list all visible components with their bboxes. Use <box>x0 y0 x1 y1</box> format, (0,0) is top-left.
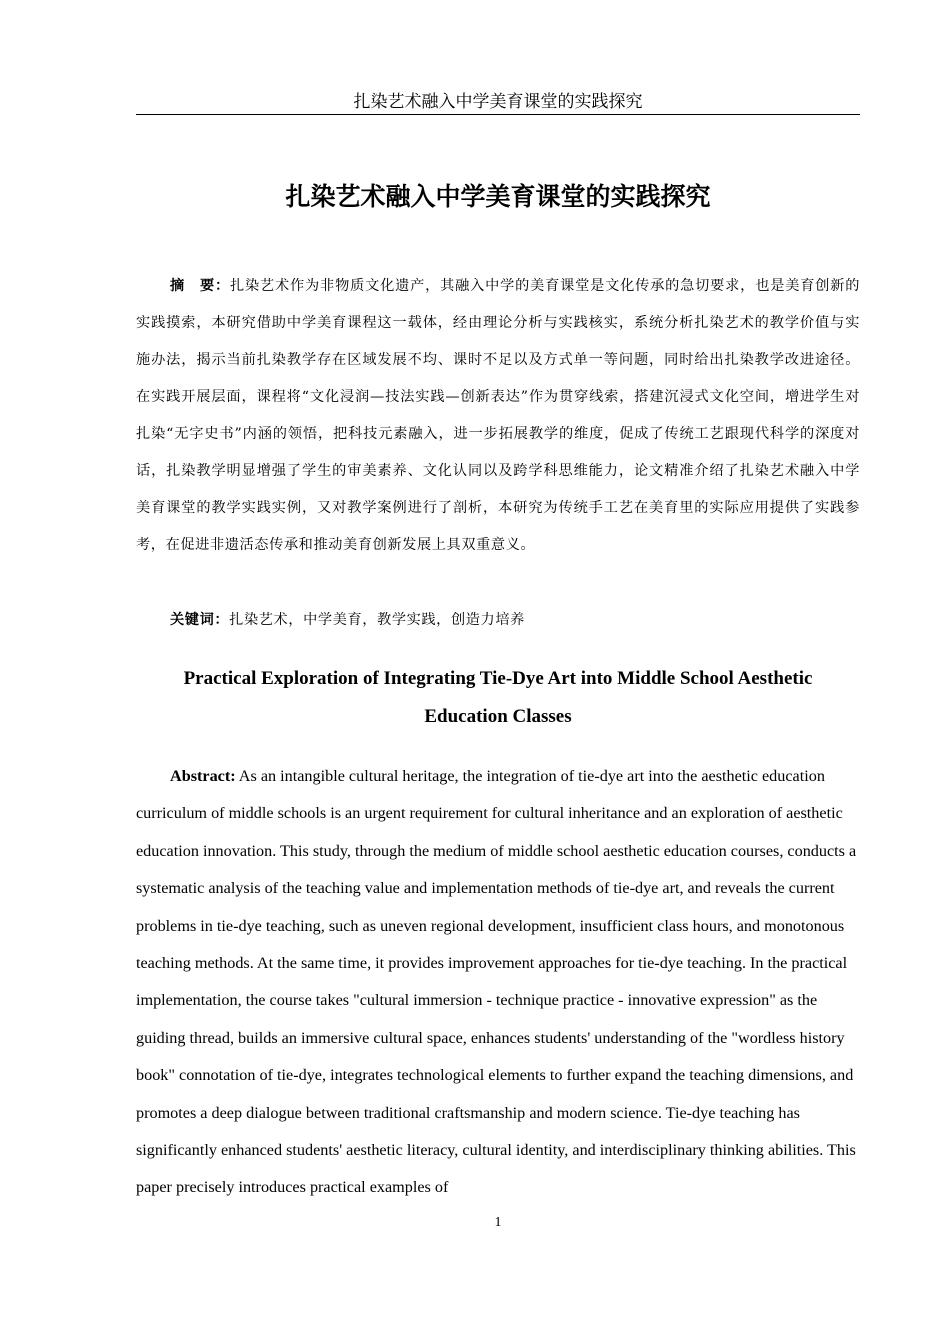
paper-title-english-line2: Education Classes <box>424 706 572 727</box>
abstract-text-chinese: 扎染艺术作为非物质文化遗产，其融入中学的美育课堂是文化传承的急切要求，也是美育创新的实践摸索，本研究借助中学美育课程这一载体，经由理论分析与实践核实，系统分析扎染艺术的教学价值与实施办法，揭示当前扎染教学存在区域发展不均、课时不足以及方式单一等问题，同时给出扎染教学改进途径。在实践开展层面，课程将“文化浸润—技法实践—创新表达”作为贯穿线索，搭建沉浸式文化空间，增进学生对扎染“无字史书”内涵的领悟，把科技元素融入，进一步拓展教学的维度，促成了传统工艺跟现代科学的深度对话，扎染教学明显增强了学生的审美素养、文化认同以及跨学科思维能力，论文精准介绍了扎染艺术融入中学美育课堂的教学实践实例，又对教学案例进行了剖析，本研究为传统手工艺在美育里的实际应用提供了实践参考，在促进非遗活态传承和推动美育创新发展上具双重意义。 <box>136 278 861 553</box>
running-header <box>136 92 860 115</box>
abstract-english <box>136 758 860 1207</box>
keywords-text-chinese: 扎染艺术，中学美育，教学实践，创造力培养 <box>229 612 525 628</box>
running-title: 扎染艺术融入中学美育课堂的实践探究 <box>353 92 643 112</box>
paper-title-chinese: 扎染艺术融入中学美育课堂的实践探究 <box>285 182 711 211</box>
keywords-label-chinese: 关键词： <box>170 612 230 628</box>
abstract-text-english: As an intangible cultural heritage, the integration of tie-dye art into the aesthetic education curriculum of middle schools is an urgent requirement for cultural inheritance and an exploration of aesthetic education innovation. This study, through the medium of middle school aesthetic education courses, conducts a systematic analysis of the teaching value and implementation methods of tie-dye art, and reveals the current problems in tie-dye teaching, such as uneven regional development, insufficient class hours, and monotonous teaching methods. At the same time, it provides improvement approaches for tie-dye teaching. In the practical implementation, the course takes "cultural immersion - technique practice - innovative expression" as the guiding thread, builds an immersive cultural space, enhances students' understanding of the "wordless history book" connotation of tie-dye, integrates technological elements to further expand the teaching dimensions, and promotes a deep dialogue between traditional craftsmanship and modern science. Tie-dye teaching has significantly enhanced students' aesthetic literacy, cultural identity, and interdisciplinary thinking abilities. This paper precisely introduces practical examples of <box>136 767 857 1197</box>
paper-title-english <box>136 660 860 736</box>
keywords-chinese <box>136 602 860 639</box>
paper-title-english-line1: Practical Exploration of Integrating Tie-Dye Art into Middle School Aesthetic <box>183 668 813 689</box>
abstract-label-chinese: 摘 要： <box>170 278 231 294</box>
page-number: 1 <box>494 1215 502 1230</box>
abstract-chinese <box>136 268 860 564</box>
abstract-label-english: Abstract: <box>170 767 236 785</box>
